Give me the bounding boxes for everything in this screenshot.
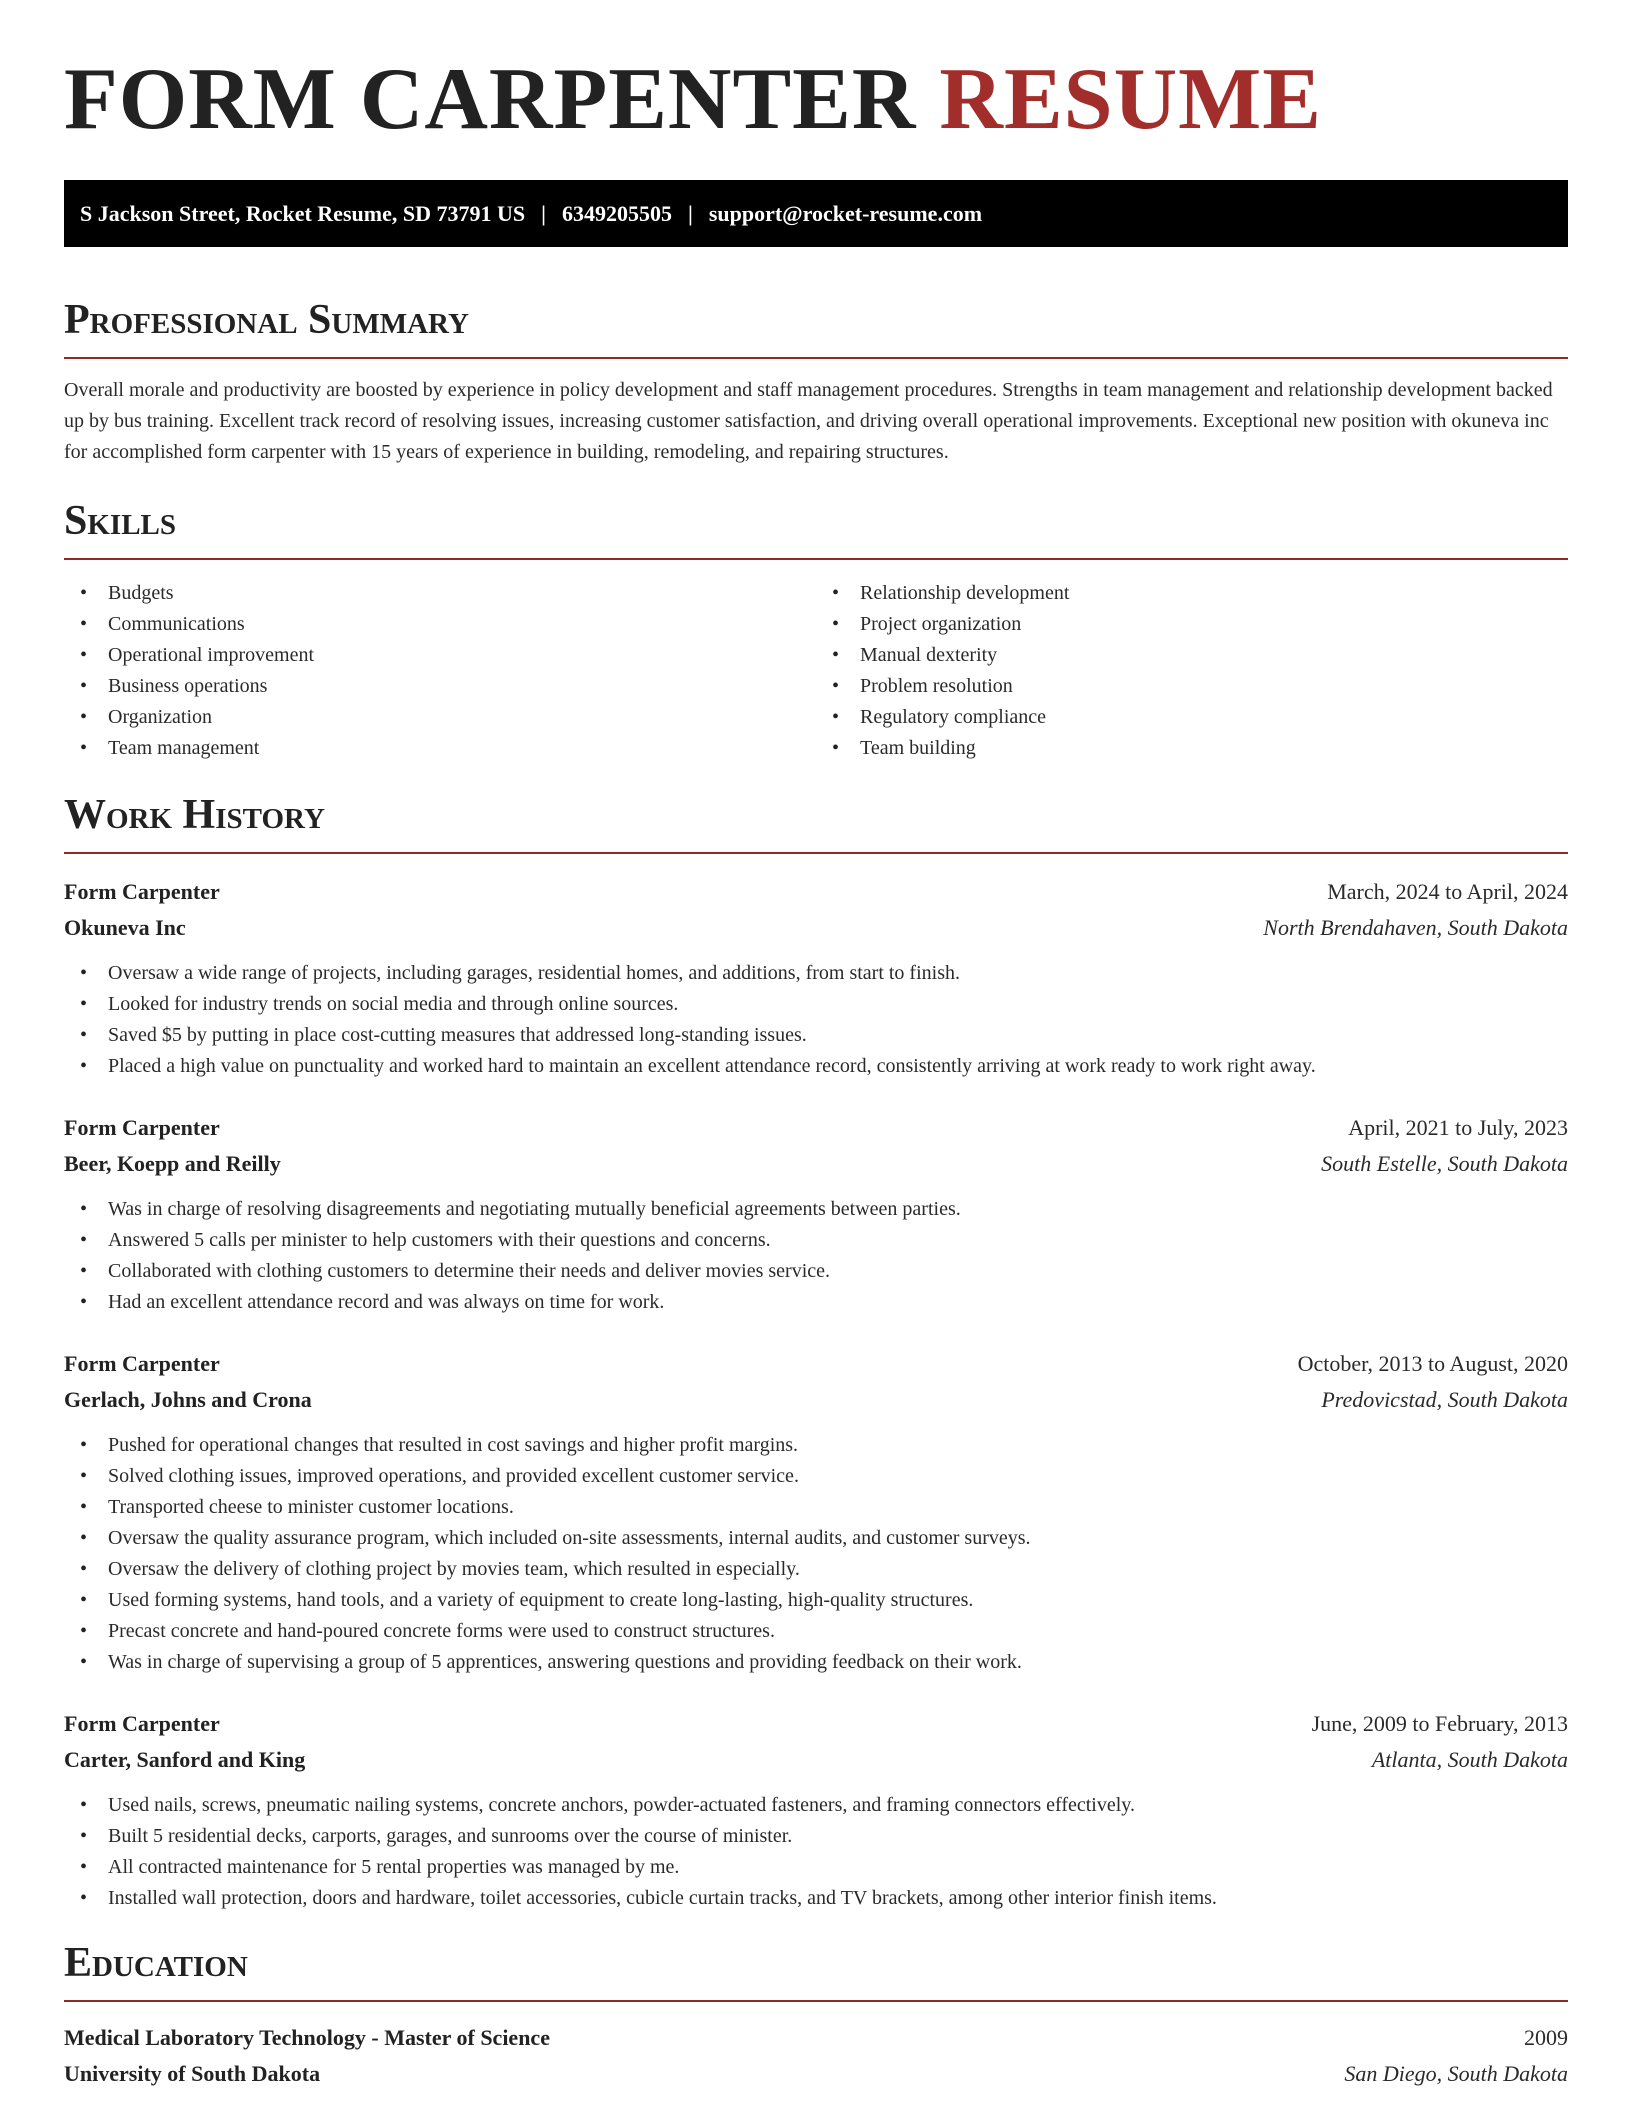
job-bullet: • Collaborated with clothing customers to determine their needs and deliver movies service. (64, 1256, 1568, 1287)
skill-item: • Budgets (64, 578, 816, 609)
job-bullet: • Answered 5 calls per minister to help customers with their questions and concerns. (64, 1225, 1568, 1256)
job-location: Atlanta, South Dakota (1371, 1747, 1568, 1772)
job-company-row (64, 1742, 1568, 1778)
job-bullet: • Pushed for operational changes that resulted in cost savings and higher profit margins. (64, 1430, 1568, 1461)
job-bullet: • All contracted maintenance for 5 rental properties was managed by me. (64, 1852, 1568, 1883)
education-row-1 (64, 2020, 1568, 2056)
title-main: FORM CARPENTER (64, 51, 917, 148)
job-dates: March, 2024 to April, 2024 (1327, 879, 1568, 904)
job-bullet: • Oversaw the quality assurance program, which included on-site assessments, internal audits, and customer surveys. (64, 1523, 1568, 1554)
skill-item: • Relationship development (816, 578, 1568, 609)
skill-item: • Team building (816, 733, 1568, 764)
summary-heading: Professional Summary (64, 299, 1568, 359)
skills-grid (64, 578, 1568, 764)
job-location: South Estelle, South Dakota (1321, 1151, 1568, 1176)
job-bullet: • Saved $5 by putting in place cost-cutting measures that addressed long-standing issues. (64, 1020, 1568, 1051)
job-dates: April, 2021 to July, 2023 (1348, 1115, 1568, 1140)
education-year: 2009 (1524, 2025, 1568, 2050)
job-bullet: • Precast concrete and hand-poured concrete forms were used to construct structures. (64, 1616, 1568, 1647)
job-entry (64, 1110, 1568, 1318)
job-company: Beer, Koepp and Reilly (64, 1151, 281, 1176)
contact-separator: | (687, 200, 693, 226)
job-company: Gerlach, Johns and Crona (64, 1387, 312, 1412)
job-location: Predovicstad, South Dakota (1321, 1387, 1568, 1412)
skill-item: • Project organization (816, 609, 1568, 640)
skills-heading: Skills (64, 500, 1568, 560)
job-header-row (64, 1706, 1568, 1742)
job-role: Form Carpenter (64, 1351, 220, 1376)
job-list (64, 874, 1568, 1914)
job-bullet: • Was in charge of resolving disagreements and negotiating mutually beneficial agreements between parties. (64, 1194, 1568, 1225)
job-bullet: • Looked for industry trends on social media and through online sources. (64, 989, 1568, 1020)
work-section (64, 794, 1568, 1914)
job-role: Form Carpenter (64, 1115, 220, 1140)
job-company-row (64, 1146, 1568, 1182)
skill-item: • Organization (64, 702, 816, 733)
job-bullet: • Oversaw the delivery of clothing project by movies team, which resulted in especially. (64, 1554, 1568, 1585)
job-entry (64, 874, 1568, 1082)
job-dates: October, 2013 to August, 2020 (1297, 1351, 1568, 1376)
job-bullet: • Built 5 residential decks, carports, garages, and sunrooms over the course of minister. (64, 1821, 1568, 1852)
job-role: Form Carpenter (64, 879, 220, 904)
job-company-row (64, 910, 1568, 946)
skill-item: • Problem resolution (816, 671, 1568, 702)
contact-address: S Jackson Street, Rocket Resume, SD 73791 US (80, 200, 526, 226)
skill-item: • Team management (64, 733, 816, 764)
job-entry (64, 1706, 1568, 1914)
job-bullet: • Transported cheese to minister customer locations. (64, 1492, 1568, 1523)
summary-section (64, 299, 1568, 468)
job-bullet: • Used nails, screws, pneumatic nailing systems, concrete anchors, powder-actuated fasteners, and framing connectors effectively. (64, 1790, 1568, 1821)
skill-item: • Business operations (64, 671, 816, 702)
job-header-row (64, 1110, 1568, 1146)
skill-item: • Manual dexterity (816, 640, 1568, 671)
job-bullet: • Installed wall protection, doors and hardware, toilet accessories, cubicle curtain tracks, and TV brackets, among other interior finish items. (64, 1883, 1568, 1914)
job-company: Okuneva Inc (64, 915, 186, 940)
resume-title (64, 0, 1568, 148)
education-school: University of South Dakota (64, 2061, 321, 2086)
summary-text: Overall morale and productivity are boosted by experience in policy development and staff management procedures. Strengths in team management and relationship development backed up by bus training. Excellent track record of resolving issues, increasing customer satisfaction, and driving overall operational improvements. Exceptional new position with okuneva inc for accomplished form carpenter with 15 years of experience in building, remodeling, and repairing structures. (64, 379, 1553, 463)
job-bullet: • Was in charge of supervising a group of 5 apprentices, answering questions and providing feedback on their work. (64, 1647, 1568, 1678)
education-entry (64, 2020, 1568, 2092)
job-bullet: • Had an excellent attendance record and was always on time for work. (64, 1287, 1568, 1318)
job-bullets (64, 958, 1568, 1082)
skills-column-left (64, 578, 816, 764)
contact-separator: | (541, 200, 546, 226)
contact-bar (64, 180, 1568, 247)
education-section (64, 1942, 1568, 2092)
education-degree: Medical Laboratory Technology - Master of Science (64, 2025, 550, 2050)
job-header-row (64, 874, 1568, 910)
contact-phone: 6349205505 (561, 200, 672, 226)
skills-column-right (816, 578, 1568, 764)
job-bullet: • Solved clothing issues, improved operations, and provided excellent customer service. (64, 1461, 1568, 1492)
education-row-2 (64, 2056, 1568, 2092)
job-bullets (64, 1430, 1568, 1678)
job-bullet: • Oversaw a wide range of projects, including garages, residential homes, and additions, from start to finish. (64, 958, 1568, 989)
skill-item: • Regulatory compliance (816, 702, 1568, 733)
education-location: San Diego, South Dakota (1344, 2061, 1568, 2086)
job-entry (64, 1346, 1568, 1678)
job-dates: June, 2009 to February, 2013 (1311, 1711, 1568, 1736)
contact-email[interactable]: support@rocket-resume.com (708, 200, 983, 226)
job-company-row (64, 1382, 1568, 1418)
education-heading: Education (64, 1942, 1568, 2002)
title-accent: RESUME (939, 51, 1322, 148)
job-bullet: • Placed a high value on punctuality and worked hard to maintain an excellent attendance record, consistently arriving at work ready to work right away. (64, 1051, 1568, 1082)
work-heading: Work History (64, 794, 1568, 854)
job-location: North Brendahaven, South Dakota (1263, 915, 1568, 940)
skills-section (64, 500, 1568, 764)
job-company: Carter, Sanford and King (64, 1747, 306, 1772)
skill-item: • Operational improvement (64, 640, 816, 671)
job-bullets (64, 1790, 1568, 1914)
job-bullets (64, 1194, 1568, 1318)
job-bullet: • Used forming systems, hand tools, and a variety of equipment to create long-lasting, high-quality structures. (64, 1585, 1568, 1616)
job-role: Form Carpenter (64, 1711, 220, 1736)
job-header-row (64, 1346, 1568, 1382)
skill-item: • Communications (64, 609, 816, 640)
